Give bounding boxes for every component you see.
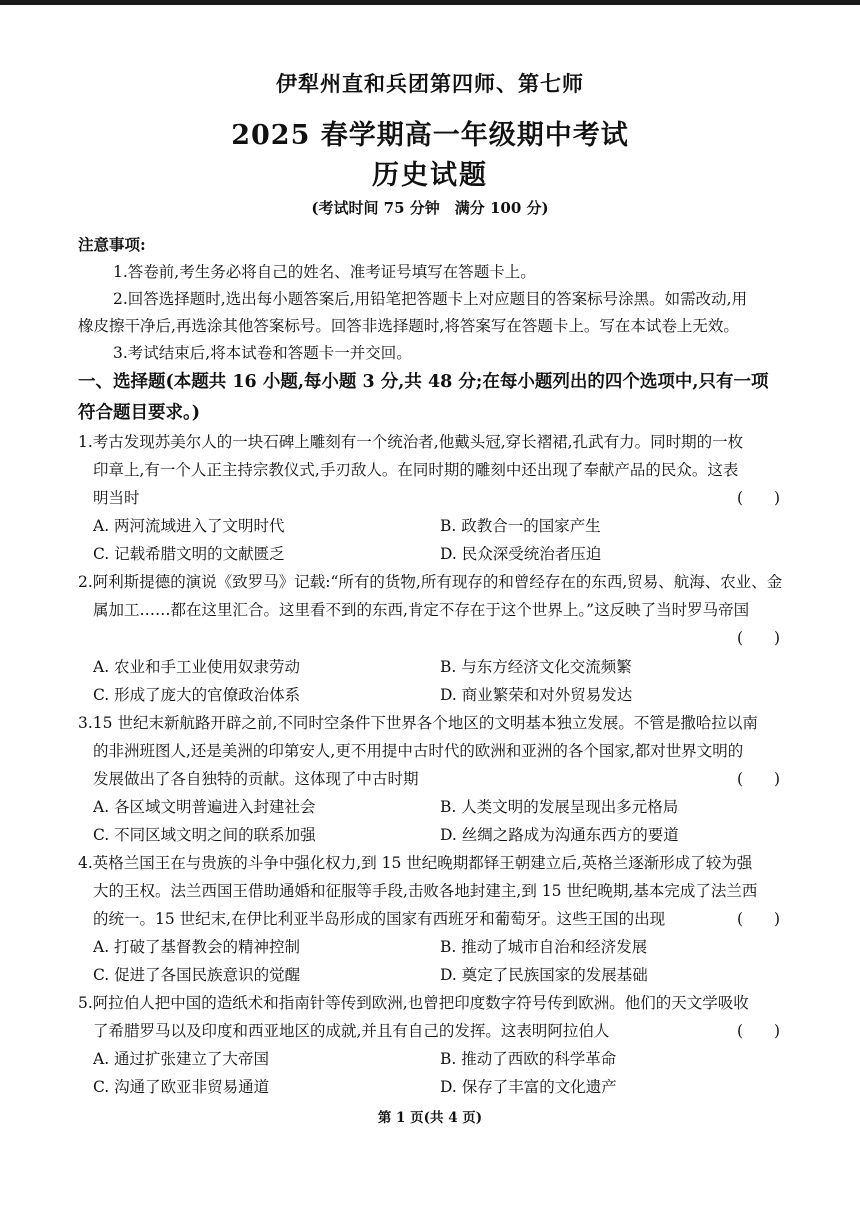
question-5-option-b: B. 推动了西欧的科学革命 xyxy=(440,1050,617,1068)
question-2-option-a: A. 农业和手工业使用奴隶劳动 xyxy=(93,658,301,676)
question-5-option-c: C. 沟通了欧亚非贸易通道 xyxy=(93,1078,270,1096)
question-5-stem: 了希腊罗马以及印度和西亚地区的成就,并且有自己的发挥。这表明阿拉伯人 xyxy=(93,1022,610,1040)
question-3-option-a: A. 各区域文明普遍进入封建社会 xyxy=(93,798,316,816)
question-4-option-b: B. 推动了城市自治和经济发展 xyxy=(440,938,648,956)
answer-bracket: ( ) xyxy=(737,910,781,928)
question-1-stem: 1.考古发现苏美尔人的一块石碑上雕刻有一个统治者,他戴头冠,穿长褶裙,孔武有力。同时期的一枚 xyxy=(78,433,744,451)
question-1-option-a: A. 两河流域进入了文明时代 xyxy=(93,517,285,535)
question-2-stem: 属加工……都在这里汇合。这里看不到的东西,肯定不存在于这个世界上。”这反映了当时罗马帝国 xyxy=(93,601,750,619)
question-1-stem: 印章上,有一个人正主持宗教仪式,手刃敌人。在同时期的雕刻中还出现了奉献产品的民众。这表 xyxy=(93,461,739,479)
question-4-stem: 4.英格兰国王在与贵族的斗争中强化权力,到 15 世纪晚期都铎王朝建立后,英格兰逐渐形成了较为强 xyxy=(78,854,753,872)
question-4-stem: 的统一。15 世纪末,在伊比利亚半岛形成的国家有西班牙和葡萄牙。这些王国的出现 xyxy=(93,910,666,928)
question-2-option-d: D. 商业繁荣和对外贸易发达 xyxy=(440,686,633,704)
question-5-option-a: A. 通过扩张建立了大帝国 xyxy=(93,1050,270,1068)
question-5-option-d: D. 保存了丰富的文化遗产 xyxy=(440,1078,617,1096)
question-2-stem: 2.阿利斯提德的演说《致罗马》记载:“所有的货物,所有现存的和曾经存在的东西,贸易、航海、农业、金 xyxy=(78,573,783,591)
question-3-stem: 的非洲班图人,还是美洲的印第安人,更不用提中古时代的欧洲和亚洲的各个国家,都对世界文明的 xyxy=(93,742,744,760)
question-1-option-c: C. 记载希腊文明的文献匮乏 xyxy=(93,545,285,563)
answer-bracket: ( ) xyxy=(737,489,781,507)
question-3-stem: 3.15 世纪末新航路开辟之前,不同时空条件下世界各个地区的文明基本独立发展。不管是撒哈拉以南 xyxy=(78,714,758,732)
section-heading: 一、选择题(本题共 16 小题,每小题 3 分,共 48 分;在每小题列出的四个选项中,只有一项 xyxy=(78,372,769,392)
page-footer: 第 1 页(共 4 页) xyxy=(377,1110,483,1126)
question-4-option-a: A. 打破了基督教会的精神控制 xyxy=(93,938,301,956)
notes-line: 3.考试结束后,将本试卷和答题卡一并交回。 xyxy=(113,344,412,362)
exam-info: (考试时间 75 分钟 满分 100 分) xyxy=(311,199,549,217)
question-4-stem: 大的王权。法兰西国王借助通婚和征服等手段,击败各地封建主,到 15 世纪晚期,基本完成了法兰西 xyxy=(93,882,758,900)
question-1-stem: 明当时 xyxy=(93,489,140,507)
notes-line: 1.答卷前,考生务必将自己的姓名、准考证号填写在答题卡上。 xyxy=(113,263,536,281)
question-2-option-c: C. 形成了庞大的官僚政治体系 xyxy=(93,686,301,704)
question-4-option-c: C. 促进了各国民族意识的觉醒 xyxy=(93,966,301,984)
section-heading-cont: 符合题目要求。) xyxy=(78,403,201,423)
subject-title: 历史试题 xyxy=(372,160,488,191)
question-3-stem: 发展做出了各自独特的贡献。这体现了中古时期 xyxy=(93,770,419,788)
notes-heading: 注意事项: xyxy=(78,235,146,254)
scan-top-border xyxy=(0,0,860,5)
answer-bracket: ( ) xyxy=(737,1022,781,1040)
answer-bracket: ( ) xyxy=(737,629,781,647)
question-3-option-b: B. 人类文明的发展呈现出多元格局 xyxy=(440,798,679,816)
question-2-option-b: B. 与东方经济文化交流频繁 xyxy=(440,658,632,676)
question-3-option-d: D. 丝绸之路成为沟通东西方的要道 xyxy=(440,826,679,844)
notes-line: 2.回答选择题时,选出每小题答案后,用铅笔把答题卡上对应题目的答案标号涂黑。如需改动,用 xyxy=(113,290,748,308)
school-name: 伊犁州直和兵团第四师、第七师 xyxy=(276,71,584,96)
question-1-option-b: B. 政教合一的国家产生 xyxy=(440,517,601,535)
exam-title: 2025 春学期高一年级期中考试 xyxy=(231,120,629,151)
question-4-option-d: D. 奠定了民族国家的发展基础 xyxy=(440,966,648,984)
question-3-option-c: C. 不同区域文明之间的联系加强 xyxy=(93,826,316,844)
question-1-option-d: D. 民众深受统治者压迫 xyxy=(440,545,602,563)
notes-line: 橡皮擦干净后,再选涂其他答案标号。回答非选择题时,将答案写在答题卡上。写在本试卷上无效。 xyxy=(78,317,739,335)
question-5-stem: 5.阿拉伯人把中国的造纸术和指南针等传到欧洲,也曾把印度数字符号传到欧洲。他们的天文学吸收 xyxy=(78,994,749,1012)
answer-bracket: ( ) xyxy=(737,770,781,788)
